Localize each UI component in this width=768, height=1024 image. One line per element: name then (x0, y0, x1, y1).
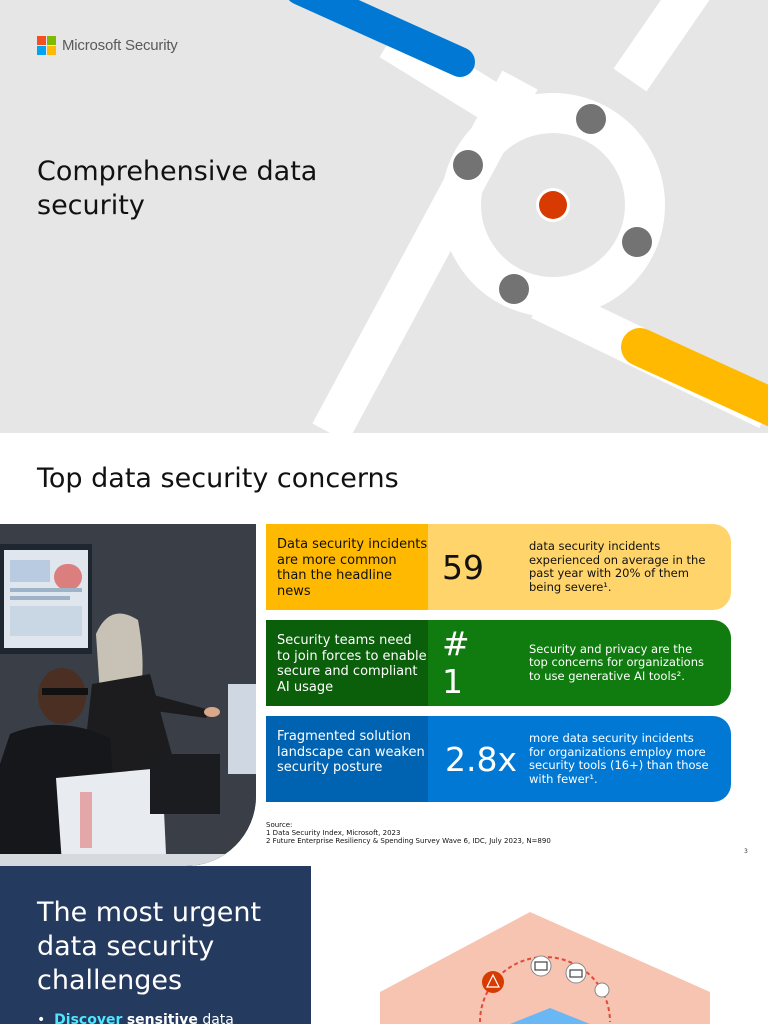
orbit-dot (499, 274, 529, 304)
yellow-stripe (640, 347, 768, 420)
microsoft-logo-icon (37, 36, 56, 55)
printer-icon (566, 963, 586, 983)
challenges-panel (0, 866, 311, 1024)
sources-note (266, 821, 551, 845)
sources-label: Source: (266, 821, 293, 829)
concern-row-incidents (266, 524, 731, 610)
challenges-title: The most urgent data security challenges (37, 897, 262, 996)
concern-desc: more data security incidents for organizations employ more security tools (16+) than those with fewer¹. (529, 731, 709, 786)
hero-title: Comprehensive data security (37, 156, 318, 221)
concern-row-fragmentation (266, 716, 731, 802)
concern-lead: Data security incidents are more common than the headline news (266, 524, 428, 610)
blue-stripe (300, 0, 460, 62)
brand-header (37, 36, 178, 55)
concern-stat: #1 (442, 624, 470, 701)
brand-name: Microsoft Security (62, 37, 178, 54)
data-protection-illustration (380, 912, 720, 1024)
concern-desc: data security incidents experienced on average in the past year with 20% of them being severe¹. (529, 539, 706, 594)
concern-row-ai-usage (266, 620, 731, 706)
source-item: 1 Data Security Index, Microsoft, 2023 (266, 829, 401, 837)
concerns-section (0, 433, 768, 866)
orbit-dot (622, 227, 652, 257)
challenge-bullet: • Discover sensitive data (37, 1012, 234, 1024)
concern-stat: 59 (442, 547, 484, 587)
team-photo (0, 524, 256, 866)
hero-section (0, 0, 768, 433)
page-number: 3 (744, 848, 748, 855)
bullet-rest: data (202, 1012, 234, 1024)
bullet-keyword: Discover (54, 1012, 123, 1024)
challenges-section (0, 866, 768, 1024)
concern-desc: Security and privacy are the top concerns for organizations to use generative AI tools². (529, 641, 704, 683)
source-item: 2 Future Enterprise Resiliency & Spending Survey Wave 6, IDC, July 2023, N=890 (266, 837, 551, 845)
concern-stat: 2.8x (445, 739, 518, 779)
concerns-title: Top data security concerns (37, 463, 399, 494)
concern-lead: Security teams need to join forces to enable secure and compliant AI usage (266, 620, 428, 706)
orbit-dot (453, 150, 483, 180)
lock-icon (595, 983, 609, 997)
concern-lead: Fragmented solution landscape can weaken security posture (266, 716, 428, 802)
bullet-emphasis: sensitive (126, 1012, 198, 1024)
orbit-dot (576, 104, 606, 134)
mail-icon (531, 956, 551, 976)
